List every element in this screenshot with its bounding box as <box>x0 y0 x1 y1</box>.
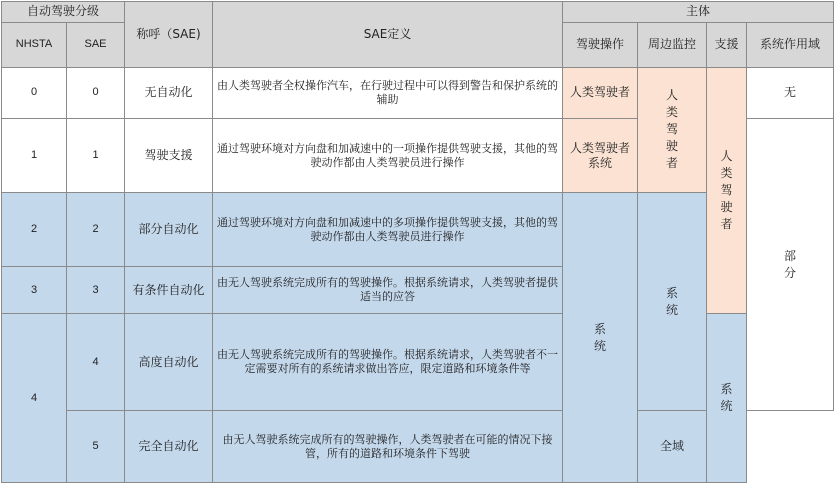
header-subject: 主体 <box>563 2 834 23</box>
row0-sae: 0 <box>67 67 125 118</box>
row4-sae: 4 <box>67 314 125 411</box>
header-definition: SAE定义 <box>213 2 563 68</box>
row0-nhtsa: 0 <box>2 67 67 118</box>
row3-name: 有条件自动化 <box>125 267 213 314</box>
driving-system: 系统 <box>563 193 638 483</box>
row3-definition: 由无人驾驶系统完成所有的驾驶操作。根据系统请求，人类驾驶者提供适当的应答 <box>213 267 563 314</box>
scope-none: 无 <box>747 67 834 118</box>
row4-definition: 由无人驾驶系统完成所有的驾驶操作。根据系统请求，人类驾驶者不一定需要对所有的系统请求做出答应，限定道路和环境条件等 <box>213 314 563 411</box>
row3-sae: 3 <box>67 267 125 314</box>
sae-level-table <box>1 1 834 483</box>
row3-nhtsa: 3 <box>2 267 67 314</box>
scope-partial: 部分 <box>747 119 834 411</box>
header-support: 支援 <box>707 22 747 67</box>
row2-sae: 2 <box>67 193 125 267</box>
support-human: 人类驾驶者 <box>707 67 747 314</box>
monitoring-human: 人类驾驶者 <box>638 67 707 192</box>
row0-driving: 人类驾驶者 <box>563 67 638 118</box>
row5-name: 完全自动化 <box>125 411 213 483</box>
row0-name: 无自动化 <box>125 67 213 118</box>
row1-sae: 1 <box>67 119 125 193</box>
row4-name: 高度自动化 <box>125 314 213 411</box>
row1-driving: 人类驾驶者系统 <box>563 119 638 193</box>
header-sae: SAE <box>67 22 125 67</box>
row5-definition: 由无人驾驶系统完成所有的驾驶操作，人类驾驶者在可能的情况下接管，所有的道路和环境条件下驾驶 <box>213 411 563 483</box>
header-level-group: 自动驾驶分级 <box>2 2 125 23</box>
row2-definition: 通过驾驶环境对方向盘和加减速中的多项操作提供驾驶支援，其他的驾驶动作都由人类驾驶员进行操作 <box>213 193 563 267</box>
monitoring-system: 系统 <box>638 193 707 411</box>
header-nhtsa: NHSTA <box>2 22 67 67</box>
row2-nhtsa: 2 <box>2 193 67 267</box>
row0-definition: 由人类驾驶者全权操作汽车，在行驶过程中可以得到警告和保护系统的辅助 <box>213 67 563 118</box>
support-system: 系统 <box>707 314 747 483</box>
row5-sae: 5 <box>67 411 125 483</box>
header-scope: 系统作用域 <box>747 22 834 67</box>
row4-nhtsa: 4 <box>2 314 67 483</box>
scope-full: 全域 <box>638 411 707 483</box>
header-name: 称呼（SAE) <box>125 2 213 68</box>
row1-name: 驾驶支援 <box>125 119 213 193</box>
row1-definition: 通过驾驶环境对方向盘和加减速中的一项操作提供驾驶支援，其他的驾驶动作都由人类驾驶员进行操作 <box>213 119 563 193</box>
row1-nhtsa: 1 <box>2 119 67 193</box>
header-driving: 驾驶操作 <box>563 22 638 67</box>
row2-name: 部分自动化 <box>125 193 213 267</box>
header-monitoring: 周边监控 <box>638 22 707 67</box>
